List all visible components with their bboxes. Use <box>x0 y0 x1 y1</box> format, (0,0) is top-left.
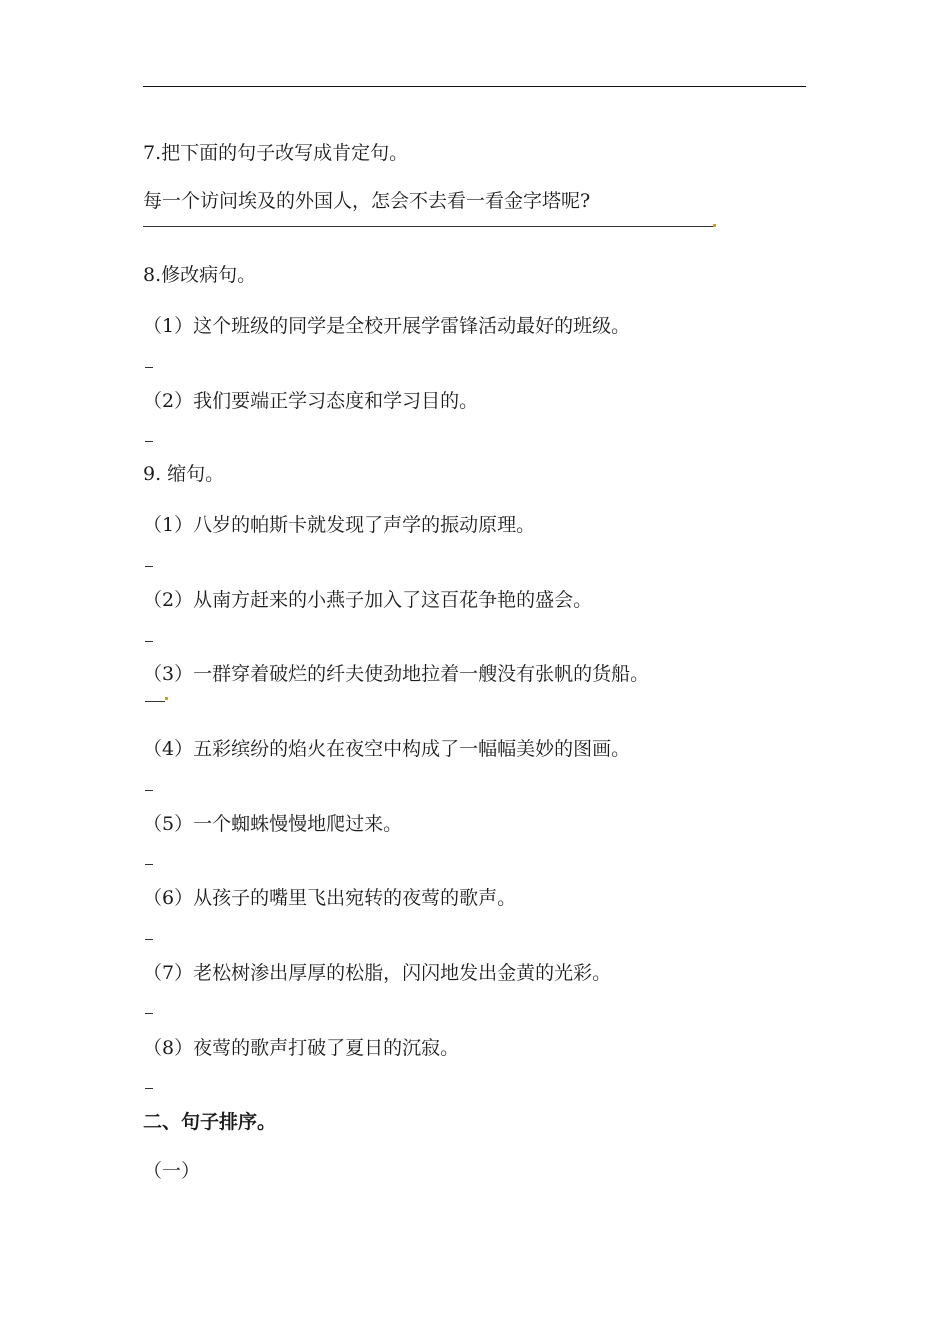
answer-blank <box>145 1088 153 1089</box>
question-9-item: （2）从南方赶来的小燕子加入了这百花争艳的盛会。 <box>143 589 593 611</box>
answer-line <box>143 226 714 227</box>
marker-dot <box>713 224 716 227</box>
header-rule <box>143 86 806 87</box>
marker-dot <box>165 697 168 700</box>
answer-blank <box>145 1013 153 1014</box>
answer-blank <box>145 641 153 642</box>
answer-blank <box>145 701 165 702</box>
question-9-item: （5）一个蜘蛛慢慢地爬过来。 <box>143 813 403 835</box>
question-9-item: （6）从孩子的嘴里飞出宛转的夜莺的歌声。 <box>143 887 517 909</box>
section-2-title: 二、句子排序。 <box>143 1111 277 1133</box>
answer-blank <box>145 864 153 865</box>
answer-blank <box>145 790 153 791</box>
question-9-item: （8）夜莺的歌声打破了夏日的沉寂。 <box>143 1037 460 1059</box>
question-9-item: （3）一群穿着破烂的纤夫使劲地拉着一艘没有张帆的货船。 <box>143 663 650 685</box>
question-9-item: （7）老松树渗出厚厚的松脂，闪闪地发出金黄的光彩。 <box>143 962 612 984</box>
answer-blank <box>145 939 153 940</box>
question-9-item: （1）八岁的帕斯卡就发现了声学的振动原理。 <box>143 514 536 536</box>
question-7-sentence: 每一个访问埃及的外国人，怎会不去看一看金字塔呢? <box>143 190 591 212</box>
section-2-subheading: （一） <box>143 1160 201 1182</box>
question-8-title: 8.修改病句。 <box>143 264 257 286</box>
question-9-item: （4）五彩缤纷的焰火在夜空中构成了一幅幅美妙的图画。 <box>143 738 631 760</box>
question-8-item: （1）这个班级的同学是全校开展学雷锋活动最好的班级。 <box>143 315 631 337</box>
question-9-title: 9. 缩句。 <box>143 463 225 485</box>
answer-blank <box>145 566 153 567</box>
answer-blank <box>145 367 153 368</box>
answer-blank <box>145 441 153 442</box>
question-8-item: （2）我们要端正学习态度和学习目的。 <box>143 390 479 412</box>
question-7-title: 7.把下面的句子改写成肯定句。 <box>143 142 409 164</box>
